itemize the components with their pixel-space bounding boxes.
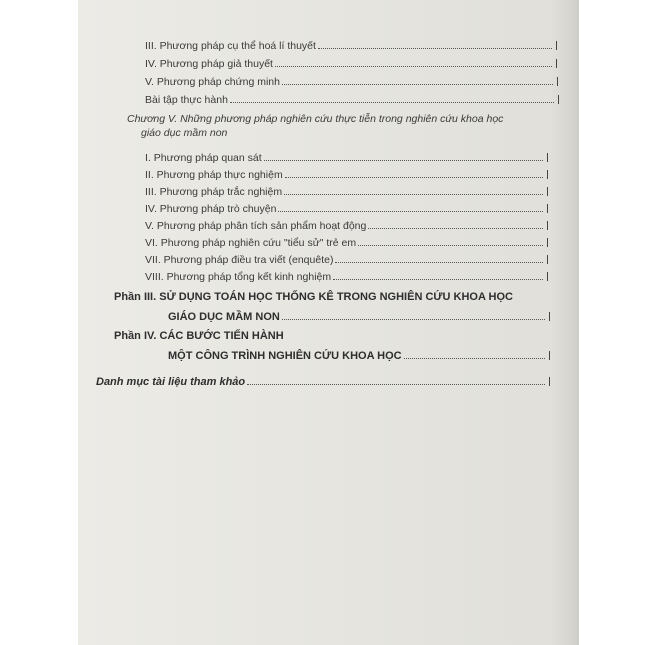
dot-leader: [358, 244, 543, 246]
page-number-mark: [552, 41, 557, 50]
toc-entry-references: [96, 370, 550, 388]
dot-leader: [278, 210, 543, 212]
dot-leader: [284, 193, 543, 195]
toc-entry-label: III. Phương pháp cụ thể hoá lí thuyết: [145, 40, 316, 52]
page-number-mark: [545, 377, 550, 386]
dot-leader: [275, 65, 552, 67]
chapter-v-title: [127, 112, 557, 140]
page-number-mark: [553, 77, 558, 86]
toc-entry-label: IV. Phương pháp giả thuyết: [145, 58, 273, 70]
toc-entry: [145, 248, 548, 266]
toc-entry: [145, 197, 548, 215]
dot-leader: [333, 278, 543, 280]
toc-entry: [145, 146, 548, 164]
page-number-mark: [552, 59, 557, 68]
part-iv-title-line1: Phần IV. CÁC BƯỚC TIẾN HÀNH: [114, 330, 284, 342]
dot-leader: [230, 101, 554, 103]
page-number-mark: [545, 312, 550, 321]
toc-entry-label: VI. Phương pháp nghiên cứu "tiểu sử" trẻ em: [145, 237, 357, 249]
page-number-mark: [543, 170, 548, 179]
dot-leader: [282, 318, 545, 320]
toc-entry: [145, 231, 548, 249]
dot-leader: [285, 176, 543, 178]
toc-entry-part-iv: [168, 344, 550, 362]
part-iii-title-line1: Phần III. SỬ DỤNG TOÁN HỌC THỐNG KÊ TRONG NGHIÊN CỨU KHOA HỌC: [114, 291, 513, 303]
chapter-v-title-line1: Chương V. Những phương pháp nghiên cứu thực tiễn trong nghiên cứu khoa học: [127, 113, 504, 125]
toc-entry-label: V. Phương pháp phân tích sản phẩm hoạt động: [145, 220, 367, 232]
page-number-mark: [543, 204, 548, 213]
references-label: Danh mục tài liệu tham khảo: [96, 376, 246, 388]
toc-entry-part-iii: [168, 305, 550, 323]
part-iii-title-line2: GIÁO DỤC MẦM NON: [168, 311, 280, 323]
page-number-mark: [543, 238, 548, 247]
dot-leader: [247, 383, 545, 385]
toc-entry: [145, 265, 548, 283]
toc-entry: [145, 88, 559, 106]
page-number-mark: [543, 255, 548, 264]
toc-entry-label: VIII. Phương pháp tổng kết kinh nghiệm: [145, 271, 332, 283]
page-number-mark: [543, 221, 548, 230]
dot-leader: [368, 227, 543, 229]
page-number-mark: [554, 95, 559, 104]
page-number-mark: [543, 187, 548, 196]
toc-entry: [145, 34, 557, 52]
dot-leader: [335, 261, 543, 263]
dot-leader: [404, 357, 545, 359]
toc-entry-label: V. Phương pháp chứng minh: [145, 76, 280, 88]
dot-leader: [282, 83, 553, 85]
page-number-mark: [543, 272, 548, 281]
page-number-mark: [545, 351, 550, 360]
dot-leader: [264, 159, 543, 161]
toc-entry-label: III. Phương pháp trắc nghiệm: [145, 186, 283, 198]
chapter-v-title-line2: giáo dục mầm non: [141, 127, 228, 139]
toc-entry: [145, 70, 558, 88]
toc-entry: [145, 180, 548, 198]
toc-entry-label: Bài tập thực hành: [145, 94, 228, 106]
dot-leader: [318, 47, 552, 49]
toc-entry-label: II. Phương pháp thực nghiệm: [145, 169, 283, 181]
toc-entry-label: VII. Phương pháp điều tra viết (enquête): [145, 254, 334, 266]
toc-entry-label: I. Phương pháp quan sát: [145, 152, 262, 164]
toc-entry: [145, 214, 548, 232]
part-iv-title-line2: MỘT CÔNG TRÌNH NGHIÊN CỨU KHOA HỌC: [168, 350, 402, 362]
page-number-mark: [543, 153, 548, 162]
toc-entry-label: IV. Phương pháp trò chuyện: [145, 203, 277, 215]
toc-entry: [145, 163, 548, 181]
toc-entry: [145, 52, 557, 70]
